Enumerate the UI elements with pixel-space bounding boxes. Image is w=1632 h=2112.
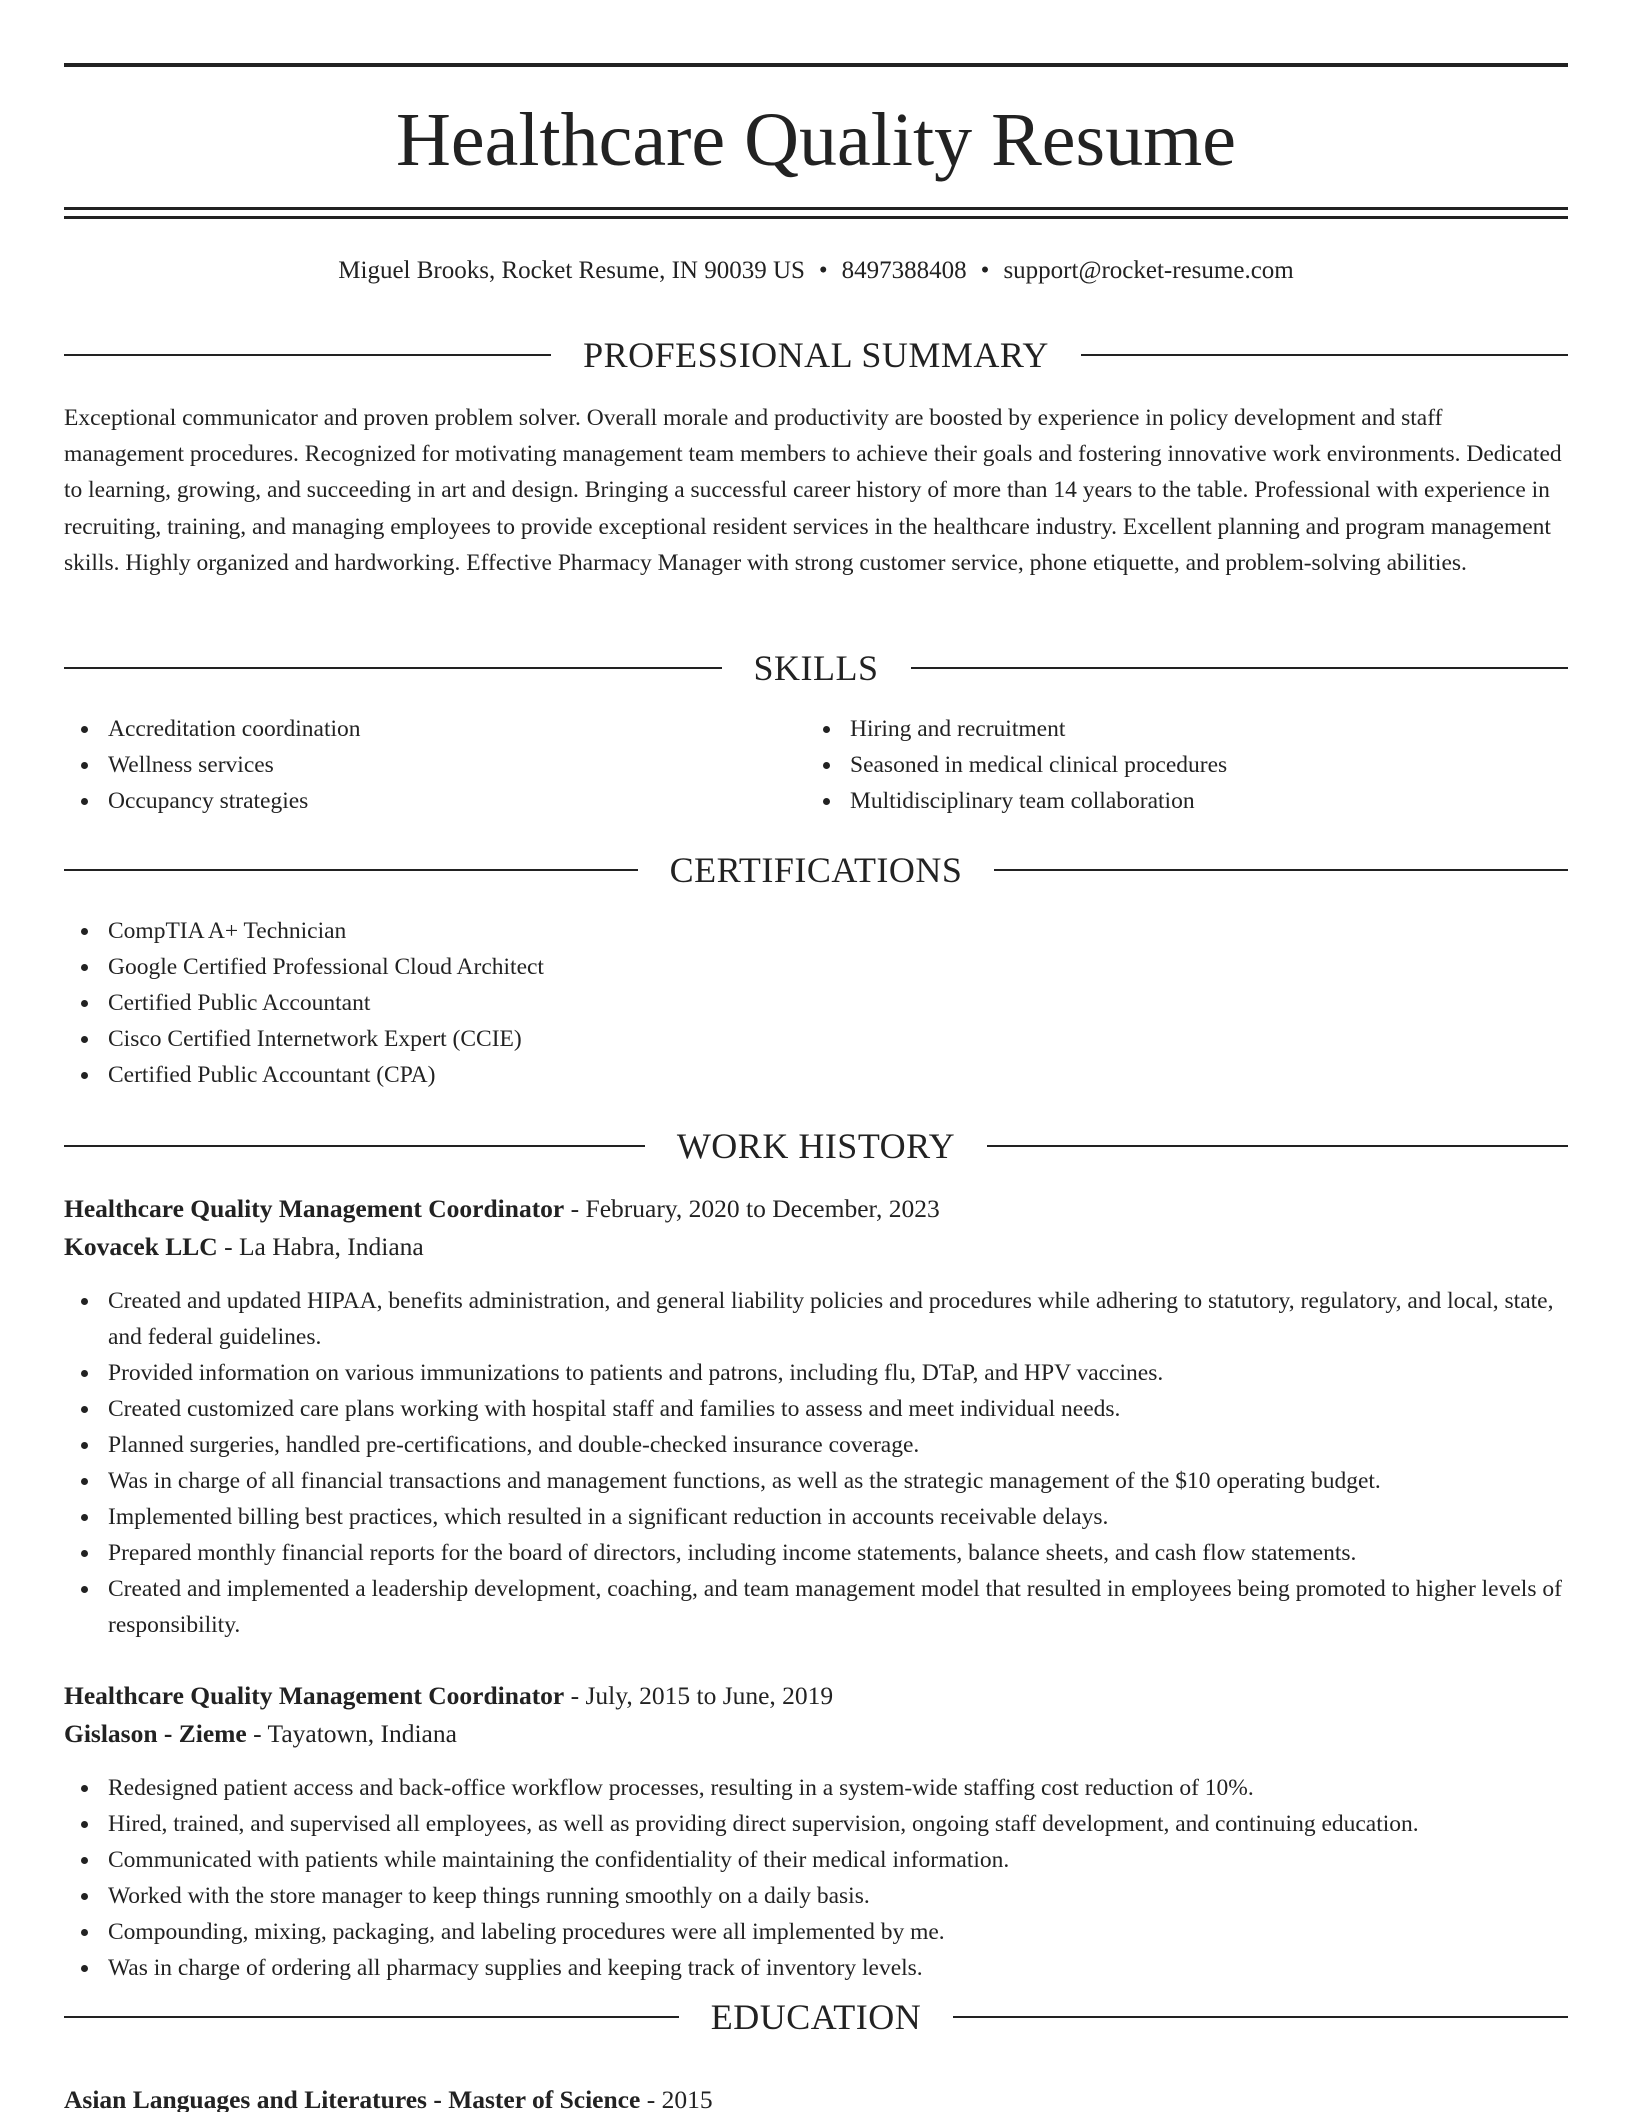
list-item: Cisco Certified Internetwork Expert (CCIE) (64, 1021, 1568, 1057)
list-item: Was in charge of ordering all pharmacy supplies and keeping track of inventory levels. (64, 1950, 1568, 1986)
list-item: Seasoned in medical clinical procedures (806, 747, 1566, 783)
section-title: PROFESSIONAL SUMMARY (583, 335, 1049, 375)
skills-list-right (806, 711, 1566, 819)
divider (953, 2016, 1568, 2018)
section-heading-summary (64, 333, 1568, 377)
job-dates: - July, 2015 to June, 2019 (564, 1681, 834, 1710)
job-bullets (64, 1283, 1568, 1643)
section-heading-education (64, 1995, 1568, 2039)
divider (64, 2016, 679, 2018)
divider (911, 667, 1569, 669)
contact-separator: • (818, 257, 828, 284)
header-bottom-rule-2 (64, 216, 1568, 219)
list-item: Compounding, mixing, packaging, and labeling procedures were all implemented by me. (64, 1914, 1568, 1950)
divider (987, 1145, 1568, 1147)
job-company: Kovacek LLC (64, 1232, 218, 1261)
list-item: Occupancy strategies (64, 783, 804, 819)
list-item: Created and updated HIPAA, benefits administration, and general liability policies and procedures while adhering to statutory, regulatory, and local, state, and federal guidelines. (64, 1283, 1568, 1355)
list-item: CompTIA A+ Technician (64, 913, 1568, 949)
divider (1081, 354, 1568, 356)
contact-address: Miguel Brooks, Rocket Resume, IN 90039 US (338, 257, 805, 284)
list-item: Certified Public Accountant (64, 985, 1568, 1021)
job-company-line (64, 1715, 1568, 1753)
list-item: Multidisciplinary team collaboration (806, 783, 1566, 819)
list-item: Created and implemented a leadership development, coaching, and team management model that resulted in employees being promoted to higher levels of responsibility. (64, 1571, 1568, 1643)
list-item: Redesigned patient access and back-office workflow processes, resulting in a system-wide staffing cost reduction of 10%. (64, 1770, 1568, 1806)
contact-email: support@rocket-resume.com (1003, 257, 1294, 284)
education-line (64, 2081, 1568, 2112)
job-dates: - February, 2020 to December, 2023 (564, 1194, 940, 1223)
divider (64, 1145, 645, 1147)
list-item: Hiring and recruitment (806, 711, 1566, 747)
list-item: Hired, trained, and supervised all employees, as well as providing direct supervision, ongoing staff development, and continuing education. (64, 1806, 1568, 1842)
summary-text: Exceptional communicator and proven problem solver. Overall morale and productivity are boosted by experience in policy development and staff management procedures. Recognized for motivating management team members to achieve their goals and fostering innovative work environments. Dedicated to learning, growing, and succeeding in art and design. Bringing a successful career history of more than 14 years to the table. Professional with experience in recruiting, training, and managing employees to provide exceptional resident services in the healthcare industry. Excellent planning and program management skills. Highly organized and hardworking. Effective Pharmacy Manager with strong customer service, phone etiquette, and problem-solving abilities. (64, 405, 1562, 576)
resume-title: Healthcare Quality Resume (396, 98, 1236, 182)
job-title: Healthcare Quality Management Coordinator (64, 1194, 565, 1223)
section-title: EDUCATION (710, 1997, 922, 2037)
list-item: Was in charge of all financial transactions and management functions, as well as the strategic management of the $10 operating budget. (64, 1463, 1568, 1499)
list-item: Implemented billing best practices, which resulted in a significant reduction in accounts receivable delays. (64, 1499, 1568, 1535)
certifications-list (64, 913, 1568, 1093)
list-item: Certified Public Accountant (CPA) (64, 1057, 1568, 1093)
contact-separator: • (980, 257, 990, 284)
list-item: Worked with the store manager to keep things running smoothly on a daily basis. (64, 1878, 1568, 1914)
job-title: Healthcare Quality Management Coordinator (64, 1681, 565, 1710)
job-title-line (64, 1190, 1568, 1228)
section-title: CERTIFICATIONS (669, 850, 963, 890)
contact-phone: 8497388408 (841, 257, 967, 284)
section-heading-certifications (64, 848, 1568, 892)
education-degree: Asian Languages and Literatures - Master of Science (64, 2085, 641, 2112)
job-bullets (64, 1770, 1568, 1986)
job-company: Gislason - Zieme (64, 1719, 247, 1748)
education-year: - 2015 (640, 2085, 713, 2112)
section-heading-skills (64, 646, 1568, 690)
divider (64, 869, 638, 871)
job-title-line (64, 1677, 1568, 1715)
job-location: - La Habra, Indiana (217, 1232, 424, 1261)
list-item: Wellness services (64, 747, 804, 783)
section-title: WORK HISTORY (676, 1126, 956, 1166)
contact-line (64, 254, 1568, 288)
skills-list-left (64, 711, 804, 819)
header-bottom-rule (64, 207, 1568, 210)
divider (64, 354, 551, 356)
section-title: SKILLS (753, 648, 879, 688)
job-company-line (64, 1228, 1568, 1266)
list-item: Created customized care plans working with hospital staff and families to assess and meet individual needs. (64, 1391, 1568, 1427)
list-item: Communicated with patients while maintaining the confidentiality of their medical information. (64, 1842, 1568, 1878)
job-location: - Tayatown, Indiana (246, 1719, 457, 1748)
list-item: Prepared monthly financial reports for the board of directors, including income statements, balance sheets, and cash flow statements. (64, 1535, 1568, 1571)
list-item: Planned surgeries, handled pre-certifications, and double-checked insurance coverage. (64, 1427, 1568, 1463)
list-item: Accreditation coordination (64, 711, 804, 747)
divider (994, 869, 1568, 871)
list-item: Google Certified Professional Cloud Architect (64, 949, 1568, 985)
header-top-rule (64, 63, 1568, 67)
divider (64, 667, 722, 669)
list-item: Provided information on various immunizations to patients and patrons, including flu, DTaP, and HPV vaccines. (64, 1355, 1568, 1391)
section-heading-work-history (64, 1124, 1568, 1168)
